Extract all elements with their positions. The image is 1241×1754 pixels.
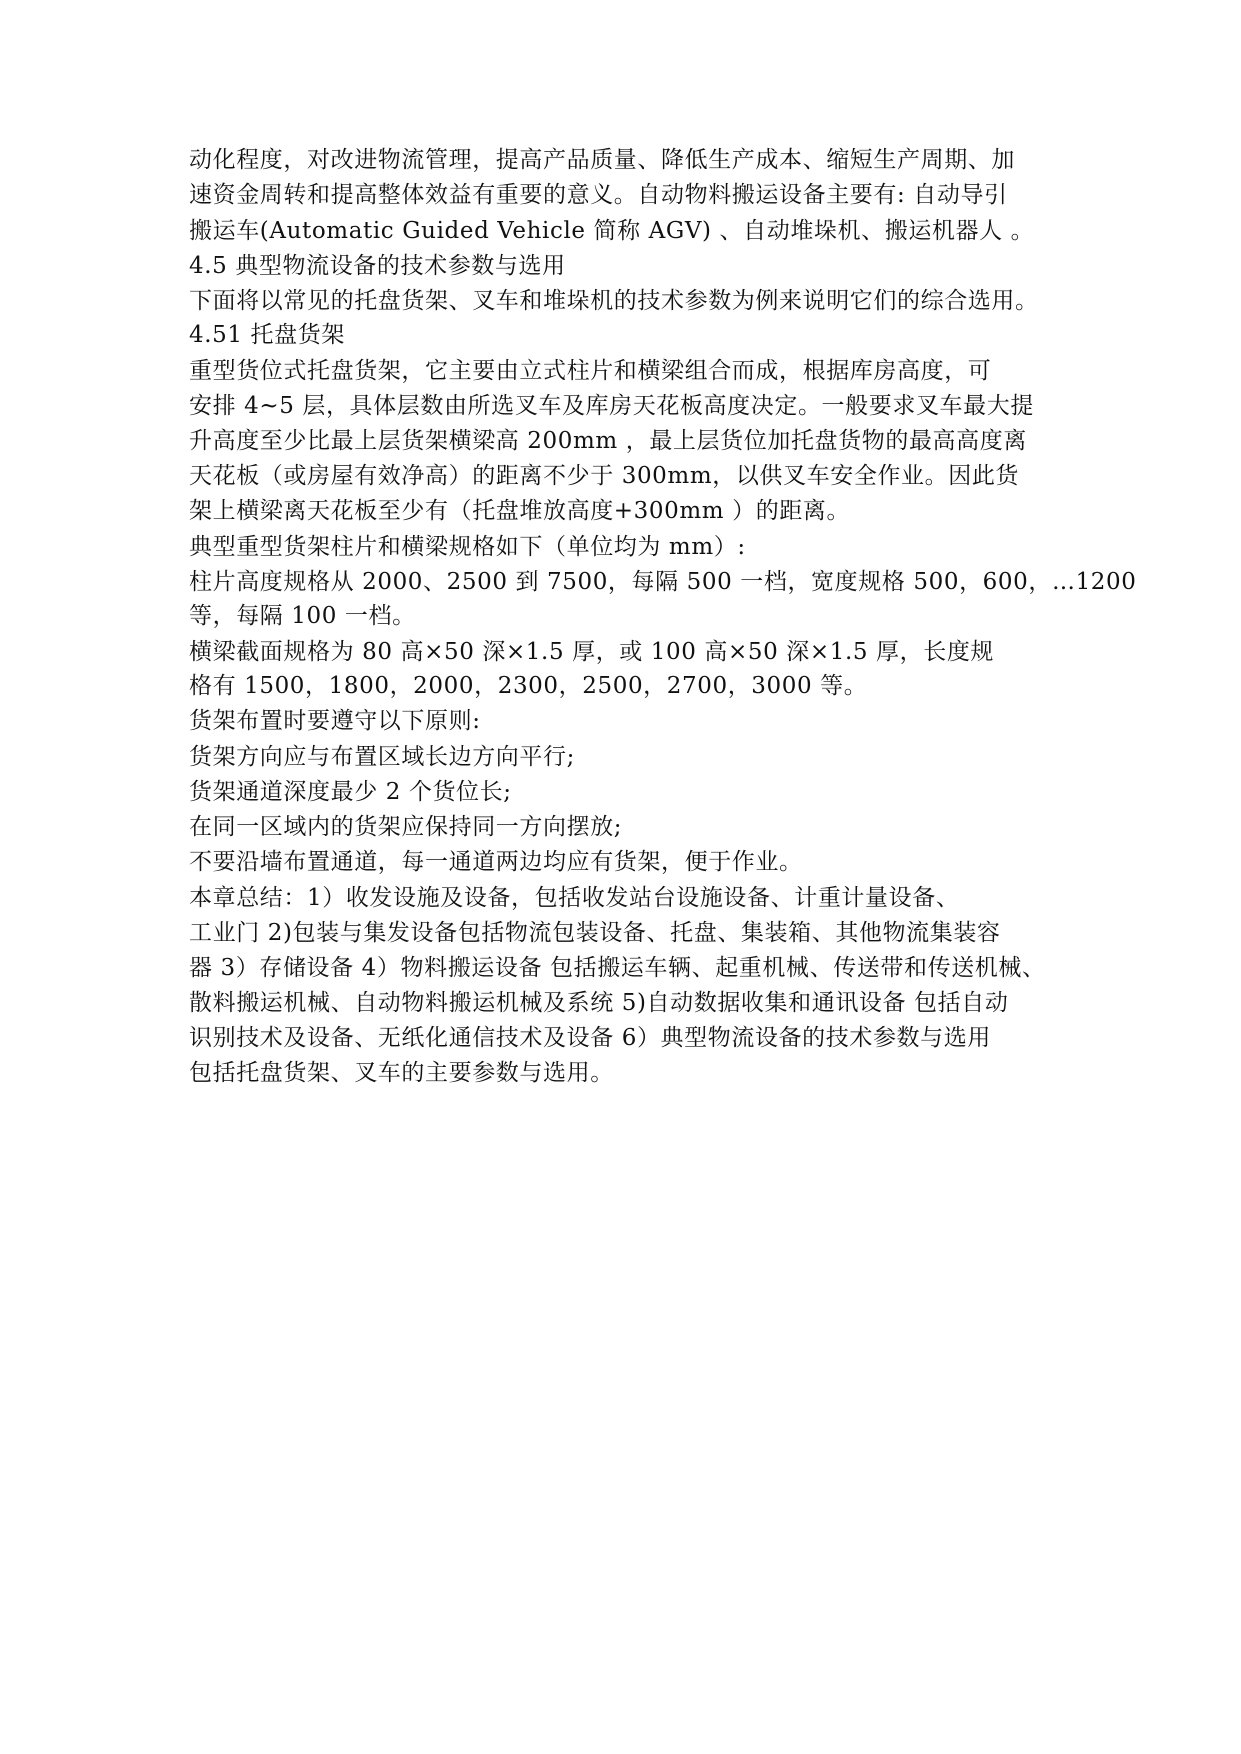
text-line: 重型货位式托盘货架，它主要由立式柱片和横梁组合而成，根据库房高度，可: [189, 358, 992, 384]
text-line: 柱片高度规格从 2000、2500 到 7500，每隔 500 一档，宽度规格 500，600，…1200: [189, 569, 1137, 595]
text-line: 典型重型货架柱片和横梁规格如下（单位均为 mm）:: [189, 534, 746, 560]
text-line: 等，每隔 100 一档。: [189, 603, 416, 629]
text-line: 不要沿墙布置通道，每一通道两边均应有货架，便于作业。: [189, 849, 803, 875]
text-line: 货架布置时要遵守以下原则:: [189, 708, 481, 734]
text-line: 器 3）存储设备 4）物料搬运设备 包括搬运车辆、起重机械、传送带和传送机械、: [189, 955, 1046, 981]
text-line: 识别技术及设备、无纸化通信技术及设备 6）典型物流设备的技术参数与选用: [189, 1025, 991, 1051]
subsection-heading: 4.51 托盘货架: [189, 322, 345, 348]
text-line: 工业门 2)包装与集发设备包括物流包装设备、托盘、集装箱、其他物流集装容: [189, 920, 1001, 946]
text-line: 架上横梁离天花板至少有（托盘堆放高度+300mm ）的距离。: [189, 498, 851, 524]
text-line: 本章总结：1）收发设施及设备，包括收发站台设施设备、计重计量设备、: [189, 885, 960, 911]
section-heading: 4.5 典型物流设备的技术参数与选用: [189, 253, 566, 279]
text-line: 格有 1500，1800，2000，2300，2500，2700，3000 等。: [189, 673, 868, 699]
text-line: 包括托盘货架、叉车的主要参数与选用。: [189, 1060, 614, 1086]
text-line: 搬运车(Automatic Guided Vehicle 简称 AGV) 、自动堆垛机、搬运机器人 。: [189, 218, 1035, 244]
text-line: 在同一区域内的货架应保持同一方向摆放;: [189, 814, 623, 840]
text-line: 动化程度，对改进物流管理，提高产品质量、降低生产成本、缩短生产周期、加: [189, 147, 1015, 173]
text-line: 货架通道深度最少 2 个货位长;: [189, 779, 512, 805]
text-line: 货架方向应与布置区域长边方向平行;: [189, 744, 575, 770]
text-line: 散料搬运机械、自动物料搬运机械及系统 5)自动数据收集和通讯设备 包括自动: [189, 990, 1009, 1016]
text-line: 安排 4~5 层，具体层数由所选叉车及库房天花板高度决定。一般要求叉车最大提: [189, 393, 1034, 419]
text-line: 天花板（或房屋有效净高）的距离不少于 300mm，以供叉车安全作业。因此货: [189, 463, 1020, 489]
text-line: 速资金周转和提高整体效益有重要的意义。自动物料搬运设备主要有: 自动导引: [189, 182, 1008, 208]
text-line: 升高度至少比最上层货架横梁高 200mm ，最上层货位加托盘货物的最高高度离: [189, 428, 1027, 454]
text-line: 横梁截面规格为 80 高×50 深×1.5 厚，或 100 高×50 深×1.5 厚，长度规: [189, 639, 995, 665]
text-line: 下面将以常见的托盘货架、叉车和堆垛机的技术参数为例来说明它们的综合选用。: [189, 288, 1039, 314]
